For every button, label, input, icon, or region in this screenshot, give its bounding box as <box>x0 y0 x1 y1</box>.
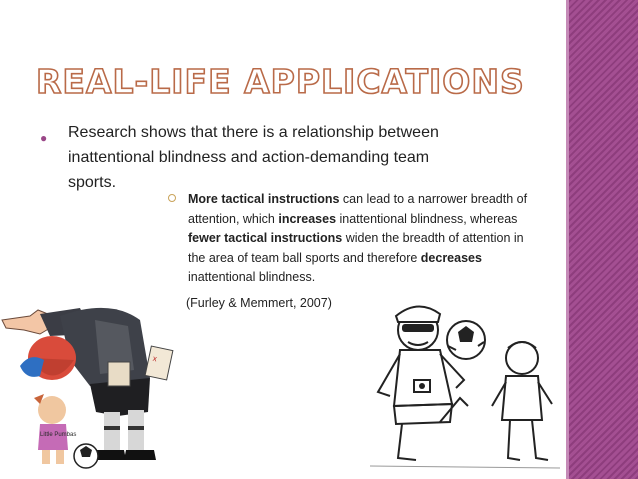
player-shirt-text: Little Pumbas <box>40 432 77 438</box>
bullet-circle-icon <box>168 194 176 202</box>
bold-more-tactical: More tactical instructions <box>188 192 340 206</box>
bullet-dot-icon: ● <box>40 131 48 145</box>
bold-fewer-tactical: fewer tactical instructions <box>188 231 343 245</box>
citation: (Furley & Memmert, 2007) <box>186 296 332 310</box>
bullet-main <box>40 120 480 195</box>
bold-decreases: decreases <box>420 250 482 265</box>
bullet-sub-text <box>188 190 538 288</box>
bullet-main-text: Research shows that there is a relationship between inattentional blindness and action-demanding team sports. <box>68 124 439 191</box>
text-p1: can lead to a narrower breadth of attention, which <box>188 192 528 226</box>
referee-cartoon-image <box>0 300 180 479</box>
svg-text:x: x <box>151 353 158 364</box>
text-p4: inattentional blindness. <box>188 270 316 284</box>
bold-increases: increases <box>278 211 337 226</box>
slide-title: REAL-LIFE APPLICATIONS <box>36 62 525 101</box>
text-p2: inattentional blindness, whereas <box>336 211 518 226</box>
soccer-juggling-cartoon-image <box>360 296 565 479</box>
decorative-sidebar <box>569 0 638 479</box>
text-p3: widen the breadth of attention in the area of team ball sports and therefore <box>188 231 524 265</box>
bullet-sub <box>168 190 538 288</box>
